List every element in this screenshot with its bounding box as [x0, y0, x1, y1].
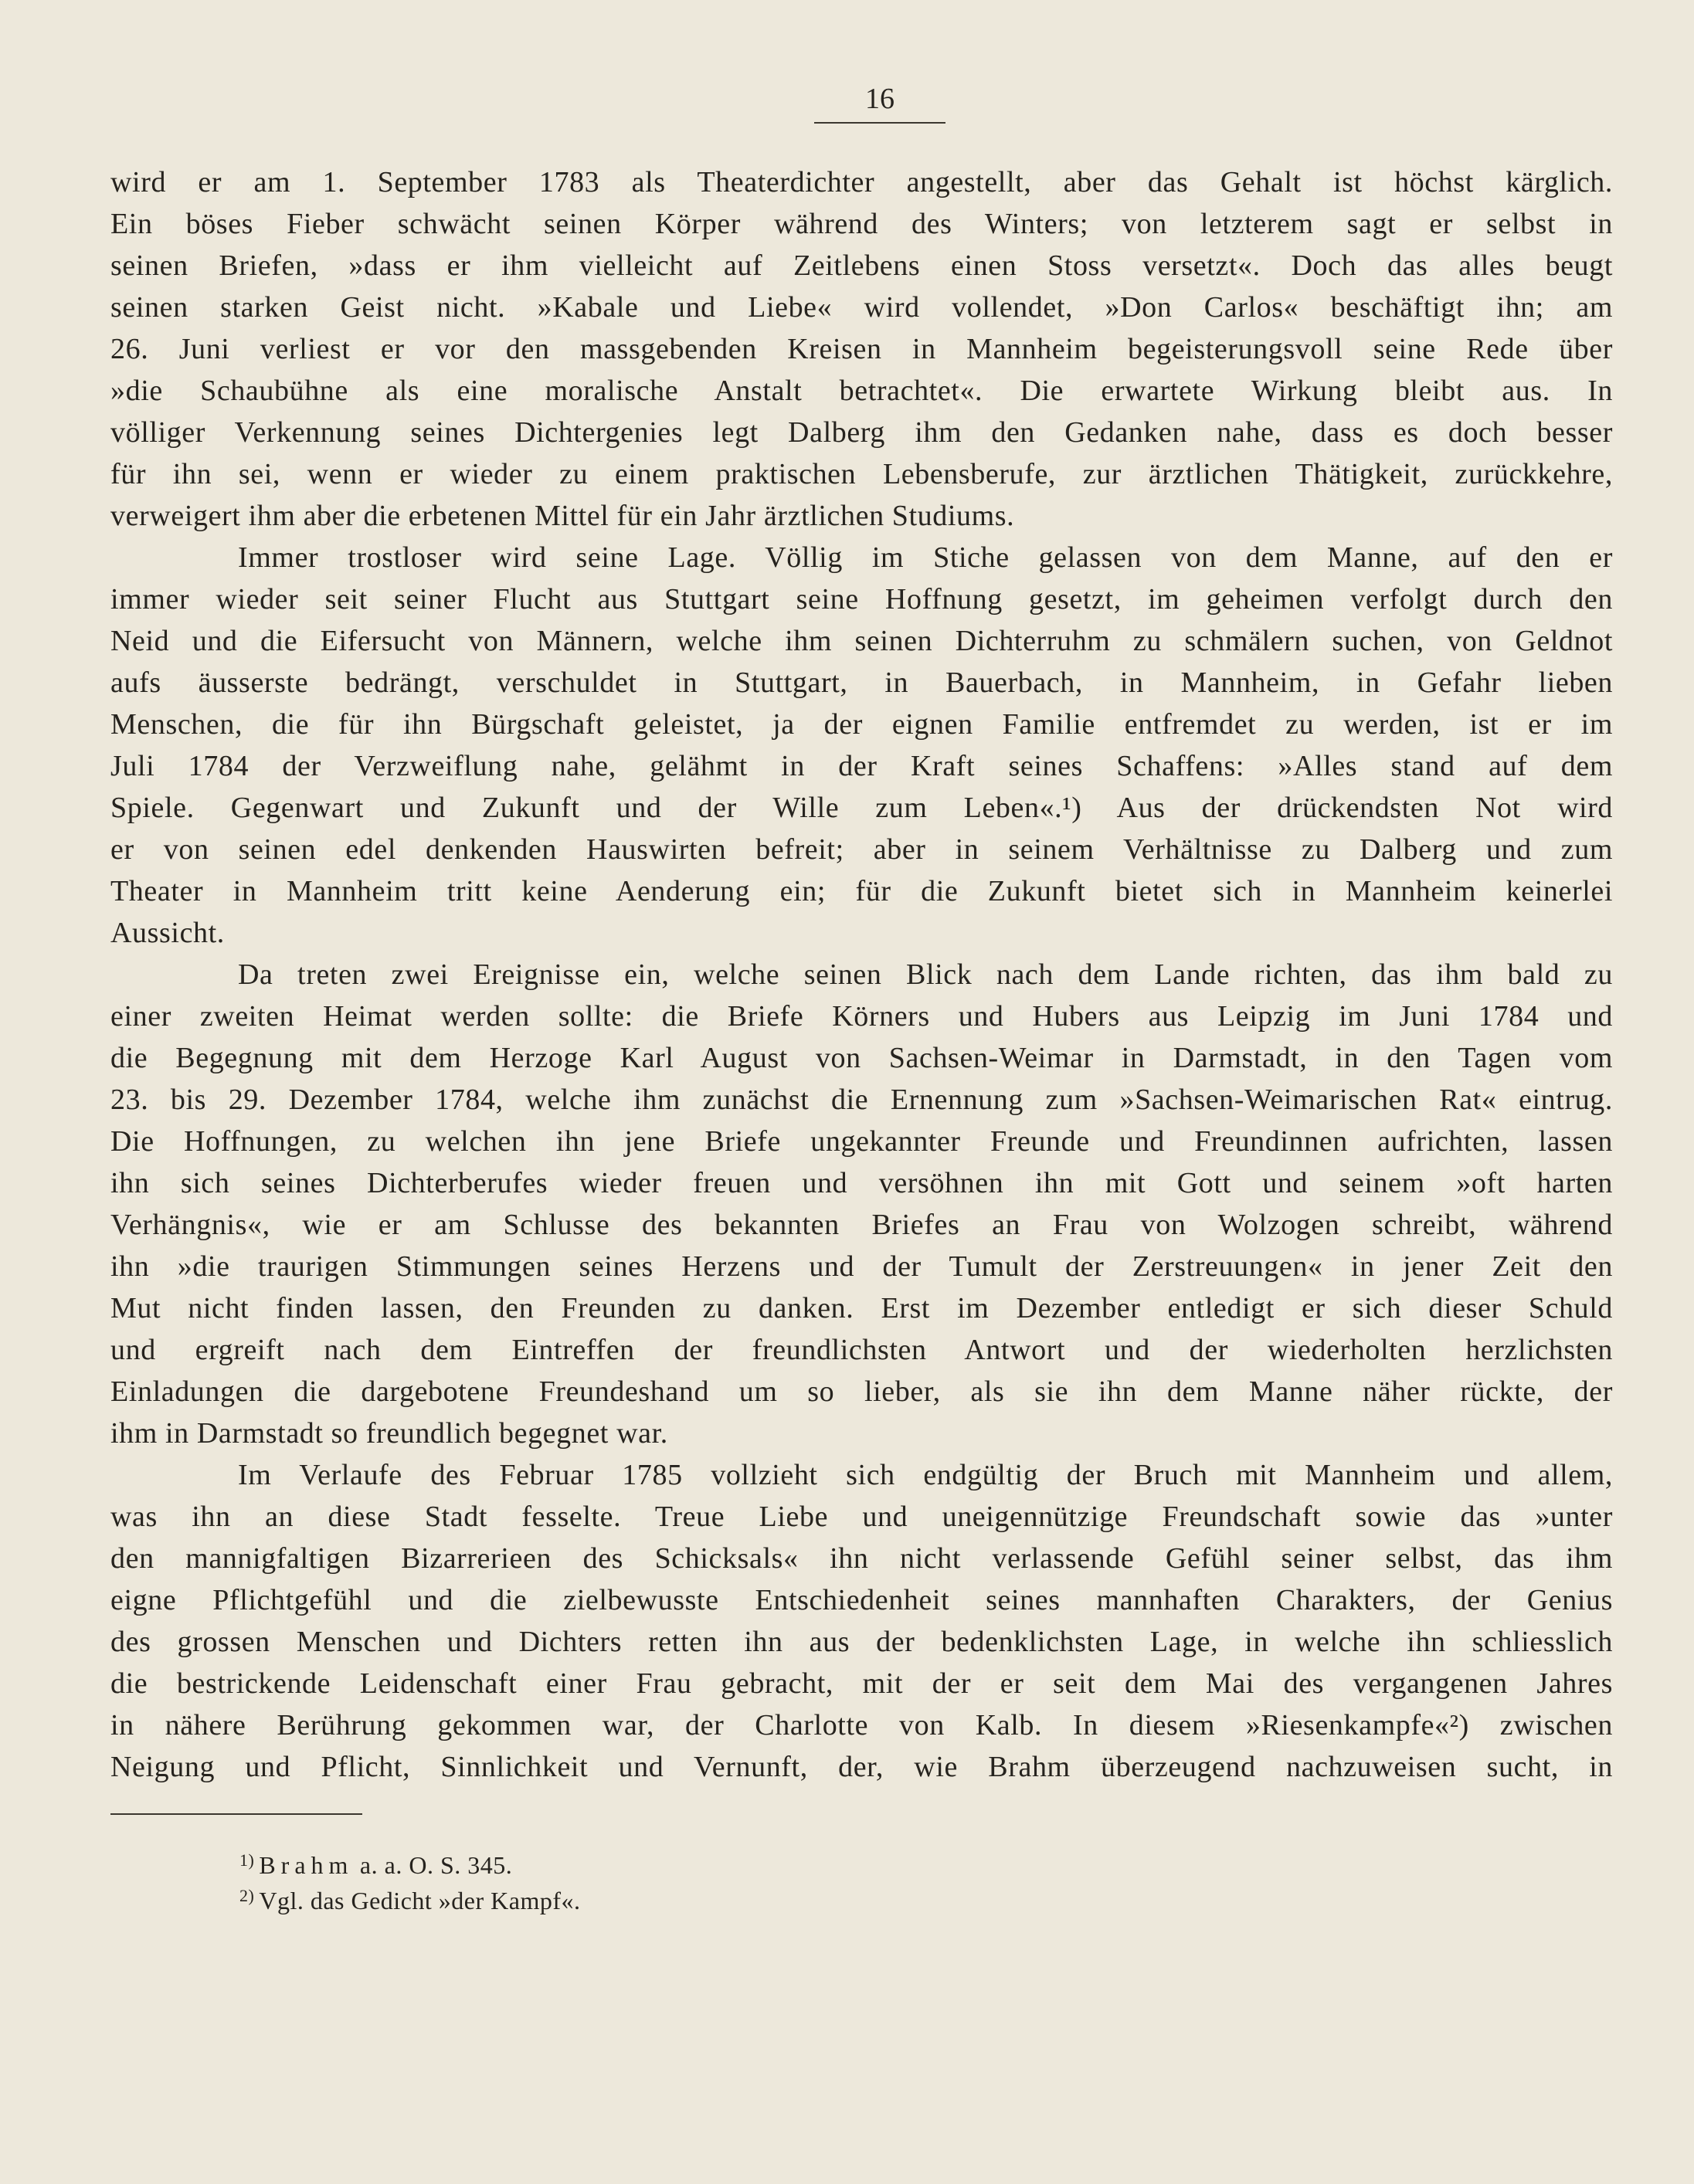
footnote-author: Brahm: [259, 1851, 354, 1879]
text-line: 26. Juni verliest er vor den massgebenden Kreisen in Mannheim begeisterungsvoll seine Rede über: [110, 333, 1613, 365]
text-line: für ihn sei, wenn er wieder zu einem praktischen Lebensberufe, zur ärztlichen Thätigkeit, zurückkehre,: [110, 458, 1613, 490]
text-line: den mannigfaltigen Bizarrerieen des Schicksals« ihn nicht verlassende Gefühl seiner selbst, das ihm: [110, 1542, 1613, 1575]
footnote-rule: [110, 1813, 362, 1815]
text-line: die Begegnung mit dem Herzoge Karl August von Sachsen-Weimar in Darmstadt, in den Tagen vom: [110, 1042, 1613, 1074]
text-line: ihn »die traurigen Stimmungen seines Herzens und der Tumult der Zerstreuungen« in jener Zeit den: [110, 1250, 1613, 1283]
footnote-mark: 1): [239, 1850, 255, 1870]
text-line: Juli 1784 der Verzweiflung nahe, gelähmt in der Kraft seines Schaffens: »Alles stand auf dem: [110, 750, 1613, 782]
text-line: die bestrickende Leidenschaft einer Frau gebracht, mit der er seit dem Mai des vergangenen Jahres: [110, 1667, 1613, 1700]
footnote-1: [239, 1843, 1321, 1878]
text-line: Spiele. Gegenwart und Zukunft und der Wille zum Leben«.¹) Aus der drückendsten Not wird: [110, 792, 1613, 824]
text-line: wird er am 1. September 1783 als Theaterdichter angestellt, aber das Gehalt ist höchst kärglich.: [110, 166, 1613, 198]
text-line: Neigung und Pflicht, Sinnlichkeit und Vernunft, der, wie Brahm überzeugend nachzuweisen sucht, in: [110, 1751, 1613, 1783]
text-line: Die Hoffnungen, zu welchen ihn jene Briefe ungekannter Freunde und Freundinnen aufrichten, lassen: [110, 1125, 1613, 1158]
text-line: ihn sich seines Dichterberufes wieder freuen und versöhnen ihn mit Gott und seinem »oft harten: [110, 1167, 1613, 1199]
header-rule: [814, 122, 945, 124]
text-line: Menschen, die für ihn Bürgschaft geleistet, ja der eignen Familie entfremdet zu werden, ist er im: [110, 708, 1613, 741]
text-line: Aussicht.: [110, 917, 225, 949]
footnote-text: a. a. O. S. 345.: [359, 1851, 513, 1879]
text-line: Ein böses Fieber schwächt seinen Körper während des Winters; von letzterem sagt er selbst in: [110, 208, 1613, 240]
main-text: [110, 161, 1613, 1788]
text-line: in nähere Berührung gekommen war, der Charlotte von Kalb. In diesem »Riesenkampfe«²) zwischen: [110, 1709, 1613, 1741]
text-line: ihm in Darmstadt so freundlich begegnet war.: [110, 1417, 668, 1450]
footnotes: [239, 1843, 1321, 1914]
footnote-2: [239, 1878, 1321, 1914]
text-line: Theater in Mannheim tritt keine Aenderung ein; für die Zukunft bietet sich in Mannheim keinerlei: [110, 875, 1613, 907]
text-line: des grossen Menschen und Dichters retten ihn aus der bedenklichsten Lage, in welche ihn schliesslich: [110, 1626, 1613, 1658]
text-line: »die Schaubühne als eine moralische Anstalt betrachtet«. Die erwartete Wirkung bleibt aus. In: [110, 375, 1613, 407]
text-line: was ihn an diese Stadt fesselte. Treue Liebe und uneigennützige Freundschaft sowie das »unter: [110, 1501, 1613, 1533]
paragraph-start-line: Im Verlaufe des Februar 1785 vollzieht sich endgültig der Bruch mit Mannheim und allem,: [238, 1459, 1613, 1491]
text-line: immer wieder seit seiner Flucht aus Stuttgart seine Hoffnung gesetzt, im geheimen verfolgt durch den: [110, 583, 1613, 616]
text-line: seinen starken Geist nicht. »Kabale und Liebe« wird vollendet, »Don Carlos« beschäftigt ihn; am: [110, 291, 1613, 324]
text-line: Einladungen die dargebotene Freundeshand um so lieber, als sie ihn dem Manne näher rückte, der: [110, 1375, 1613, 1408]
text-line: einer zweiten Heimat werden sollte: die Briefe Körners und Hubers aus Leipzig im Juni 1784 und: [110, 1000, 1613, 1033]
text-line: 23. bis 29. Dezember 1784, welche ihm zunächst die Ernennung zum »Sachsen-Weimarischen Rat« eintrug.: [110, 1084, 1613, 1116]
page-number: 16: [865, 83, 895, 115]
footnote-mark: 2): [239, 1886, 255, 1905]
text-line: Verhängnis«, wie er am Schlusse des bekannten Briefes an Frau von Wolzogen schreibt, während: [110, 1209, 1613, 1241]
paragraph-start-line: Da treten zwei Ereignisse ein, welche seinen Blick nach dem Lande richten, das ihm bald zu: [238, 958, 1613, 991]
paragraph-start-line: Immer trostloser wird seine Lage. Völlig im Stiche gelassen von dem Manne, auf den er: [238, 541, 1613, 574]
text-line: verweigert ihm aber die erbetenen Mittel für ein Jahr ärztlichen Studiums.: [110, 500, 1015, 532]
text-line: und ergreift nach dem Eintreffen der freundlichsten Antwort und der wiederholten herzlichsten: [110, 1334, 1613, 1366]
text-line: völliger Verkennung seines Dichtergenies legt Dalberg ihm den Gedanken nahe, dass es doch besser: [110, 416, 1613, 449]
text-line: seinen Briefen, »dass er ihm vielleicht auf Zeitlebens einen Stoss versetzt«. Doch das alles beugt: [110, 249, 1613, 282]
text-line: Mut nicht finden lassen, den Freunden zu danken. Erst im Dezember entledigt er sich dieser Schuld: [110, 1292, 1613, 1324]
text-line: aufs äusserste bedrängt, verschuldet in Stuttgart, in Bauerbach, in Mannheim, in Gefahr lieben: [110, 666, 1613, 699]
text-line: er von seinen edel denkenden Hauswirten befreit; aber in seinem Verhältnisse zu Dalberg und zum: [110, 833, 1613, 866]
text-line: Neid und die Eifersucht von Männern, welche ihm seinen Dichterruhm zu schmälern suchen, von Geldnot: [110, 625, 1613, 657]
text-line: eigne Pflichtgefühl und die zielbewusste Entschiedenheit seines mannhaften Charakters, der Genius: [110, 1584, 1613, 1616]
footnote-text: Vgl. das Gedicht »der Kampf«.: [259, 1887, 581, 1914]
